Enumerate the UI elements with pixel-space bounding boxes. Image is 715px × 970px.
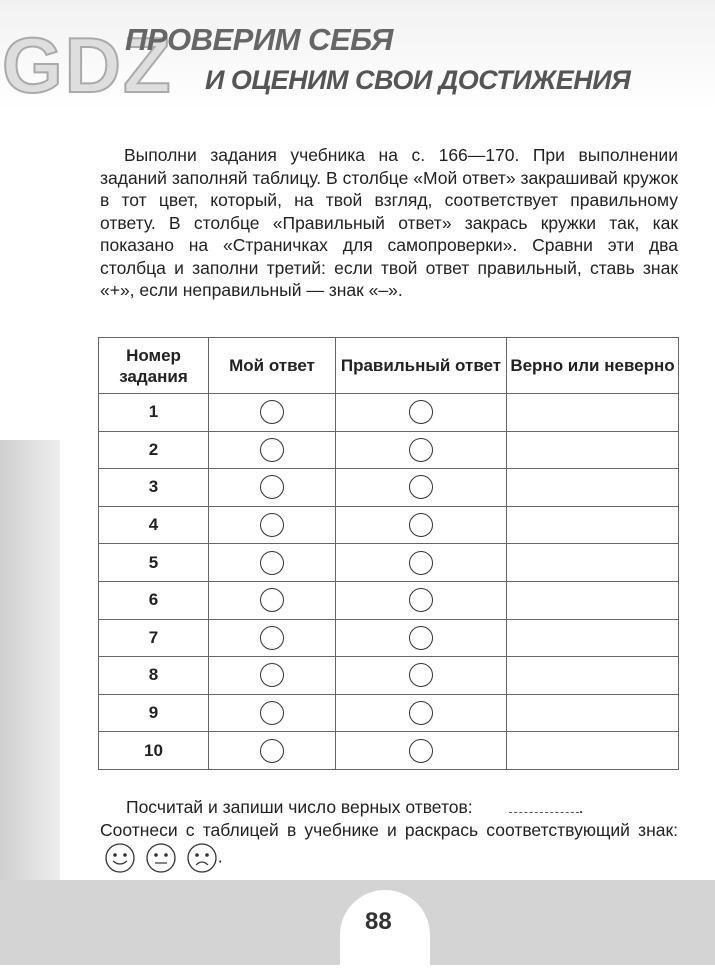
correct-answer-cell: [336, 431, 507, 469]
neutral-face-icon[interactable]: [145, 842, 177, 874]
my-answer-cell: [209, 394, 336, 432]
task-number: 1: [99, 394, 209, 432]
page-number: 88: [365, 908, 392, 935]
right-or-wrong-cell[interactable]: [507, 544, 679, 582]
correct-answer-circle[interactable]: [409, 551, 433, 575]
header-task-number: Номер задания: [99, 338, 209, 394]
my-answer-circle[interactable]: [260, 513, 284, 537]
my-answer-circle[interactable]: [260, 475, 284, 499]
right-or-wrong-cell[interactable]: [507, 732, 679, 770]
correct-answer-circle[interactable]: [409, 438, 433, 462]
task-number: 2: [99, 431, 209, 469]
task-number: 3: [99, 469, 209, 507]
page-subtitle: И ОЦЕНИМ СВОИ ДОСТИЖЕНИЯ: [205, 65, 631, 95]
my-answer-circle[interactable]: [260, 739, 284, 763]
correct-answer-circle[interactable]: [409, 588, 433, 612]
correct-answer-cell: [336, 506, 507, 544]
task-number: 4: [99, 506, 209, 544]
correct-answer-cell: [336, 469, 507, 507]
table-row: [99, 469, 679, 507]
correct-answer-circle[interactable]: [409, 663, 433, 687]
correct-answer-cell: [336, 581, 507, 619]
table-row: [99, 544, 679, 582]
correct-answer-circle[interactable]: [409, 626, 433, 650]
my-answer-circle[interactable]: [260, 701, 284, 725]
right-or-wrong-cell[interactable]: [507, 619, 679, 657]
my-answer-circle[interactable]: [260, 663, 284, 687]
correct-answer-circle[interactable]: [409, 475, 433, 499]
side-decoration: [0, 440, 60, 880]
header-my-answer: Мой ответ: [209, 338, 336, 394]
count-prompt: Посчитай и запиши число верных ответов:: [126, 797, 473, 817]
correct-answer-cell: [336, 657, 507, 695]
my-answer-circle[interactable]: [260, 400, 284, 424]
my-answer-circle[interactable]: [260, 588, 284, 612]
my-answer-cell: [209, 619, 336, 657]
my-answer-cell: [209, 581, 336, 619]
task-number: 7: [99, 619, 209, 657]
my-answer-cell: [209, 544, 336, 582]
table-row: [99, 694, 679, 732]
table-row: [99, 506, 679, 544]
correct-answer-circle[interactable]: [409, 513, 433, 537]
table-row: [99, 657, 679, 695]
my-answer-cell: [209, 431, 336, 469]
correct-answer-cell: [336, 732, 507, 770]
task-number: 10: [99, 732, 209, 770]
right-or-wrong-cell[interactable]: [507, 394, 679, 432]
right-or-wrong-cell[interactable]: [507, 431, 679, 469]
my-answer-circle[interactable]: [260, 438, 284, 462]
my-answer-circle[interactable]: [260, 626, 284, 650]
color-prompt: Соотнеси с таблицей в учебнике и раскрась соответствующий знак:: [100, 820, 678, 840]
task-number: 9: [99, 694, 209, 732]
table-row: [99, 732, 679, 770]
my-answer-cell: [209, 469, 336, 507]
task-number: 6: [99, 581, 209, 619]
my-answer-cell: [209, 732, 336, 770]
correct-answer-circle[interactable]: [409, 701, 433, 725]
task-number: 8: [99, 657, 209, 695]
correct-answer-cell: [336, 544, 507, 582]
instructions: Выполни задания учебника на с. 166—170. При выполнении заданий заполняй таблицу. В столбце «Мой ответ» закрашивай кружок в тот цвет, который, на твой взгляд, соответствует правильному ответу. В столбце «Правильный ответ» закрась кружки так, как показано на «Страничках для самопроверки». Сравни эти два столбца и заполни третий: если твой ответ правильный, ставь знак «+», если неправильный — знак «–».: [100, 145, 678, 300]
table-row: [99, 619, 679, 657]
right-or-wrong-cell[interactable]: [507, 581, 679, 619]
right-or-wrong-cell[interactable]: [507, 694, 679, 732]
header-right-or-wrong: Верно или неверно: [507, 338, 679, 394]
self-check-table: [98, 337, 679, 770]
watermark: GDZ: [2, 21, 173, 109]
table-row: [99, 394, 679, 432]
footer-instructions: Посчитай и запиши число верных ответов: . Соотнеси с таблицей в учебнике и раскрась соответствующий знак: .: [100, 796, 678, 874]
right-or-wrong-cell[interactable]: [507, 657, 679, 695]
correct-answer-cell: [336, 619, 507, 657]
right-or-wrong-cell[interactable]: [507, 506, 679, 544]
page-title: ПРОВЕРИМ СЕБЯ: [125, 22, 393, 57]
table-row: [99, 581, 679, 619]
table-row: [99, 431, 679, 469]
correct-answer-cell: [336, 394, 507, 432]
correct-answer-circle[interactable]: [409, 400, 433, 424]
sad-face-icon[interactable]: [186, 842, 218, 874]
right-or-wrong-cell[interactable]: [507, 469, 679, 507]
smile-face-icon[interactable]: [104, 842, 136, 874]
my-answer-cell: [209, 694, 336, 732]
task-number: 5: [99, 544, 209, 582]
my-answer-cell: [209, 506, 336, 544]
my-answer-circle[interactable]: [260, 551, 284, 575]
correct-answer-circle[interactable]: [409, 739, 433, 763]
correct-answer-cell: [336, 694, 507, 732]
my-answer-cell: [209, 657, 336, 695]
header-correct-answer: Правильный ответ: [336, 338, 507, 394]
count-blank[interactable]: [509, 812, 579, 813]
